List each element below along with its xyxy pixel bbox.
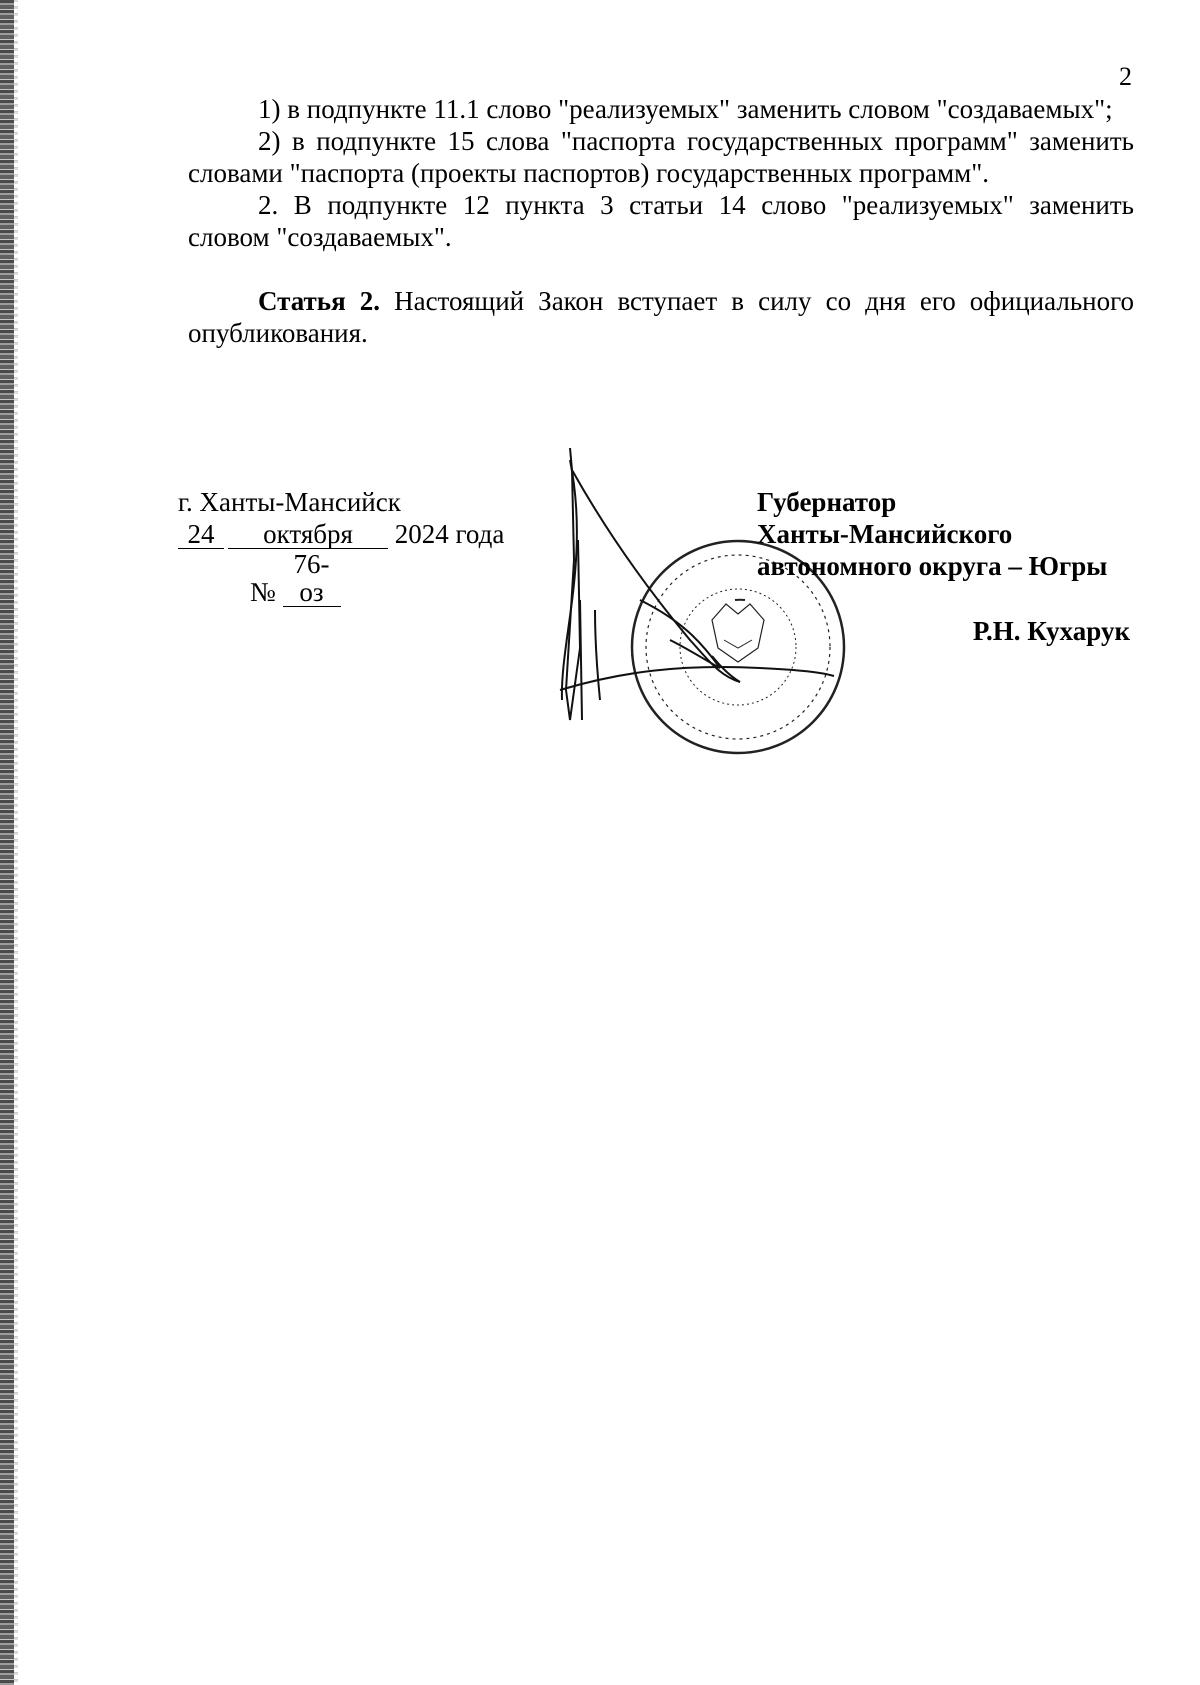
law-number: 76-оз (283, 550, 341, 607)
signatory-line-2: Ханты-Мансийского (757, 519, 1013, 549)
scan-edge-shadow (14, 0, 18, 1685)
signatory-title (757, 486, 1107, 582)
signatory-line-3: автономного округа – Югры (757, 551, 1108, 581)
date-month: октября (228, 520, 388, 549)
number-sign: № (250, 577, 276, 607)
article-2 (188, 285, 1134, 349)
place-date-block (178, 486, 504, 608)
date-day: 24 (178, 520, 224, 549)
paragraph-spacer (188, 253, 1134, 285)
page-number: 2 (1119, 62, 1132, 91)
article-2-text: Настоящий Закон вступает в силу со дня его официального опубликования. (188, 286, 1134, 348)
paragraph-point-2: 2. В подпункте 12 пункта 3 статьи 14 слово "реализуемых" заменить словом "создаваемых". (188, 190, 1134, 252)
document-body (188, 93, 1134, 349)
law-number-line (178, 550, 504, 608)
signatory-name: Р.Н. Кухарук (972, 616, 1130, 646)
paragraph-item-2: 2) в подпункте 15 слова "паспорта государственных программ" заменить словами "паспорта (проекты паспортов) государственных программ". (188, 126, 1134, 188)
signatory-line-1: Губернатор (757, 487, 897, 517)
date-line (178, 518, 504, 550)
date-year: 2024 года (394, 519, 505, 549)
city: г. Ханты-Мансийск (178, 487, 401, 517)
scan-edge (0, 0, 14, 1685)
article-2-heading: Статья 2. (258, 286, 381, 316)
paragraph-item-1: 1) в подпункте 11.1 слово "реализуемых" заменить словом "создаваемых"; (258, 94, 1113, 124)
